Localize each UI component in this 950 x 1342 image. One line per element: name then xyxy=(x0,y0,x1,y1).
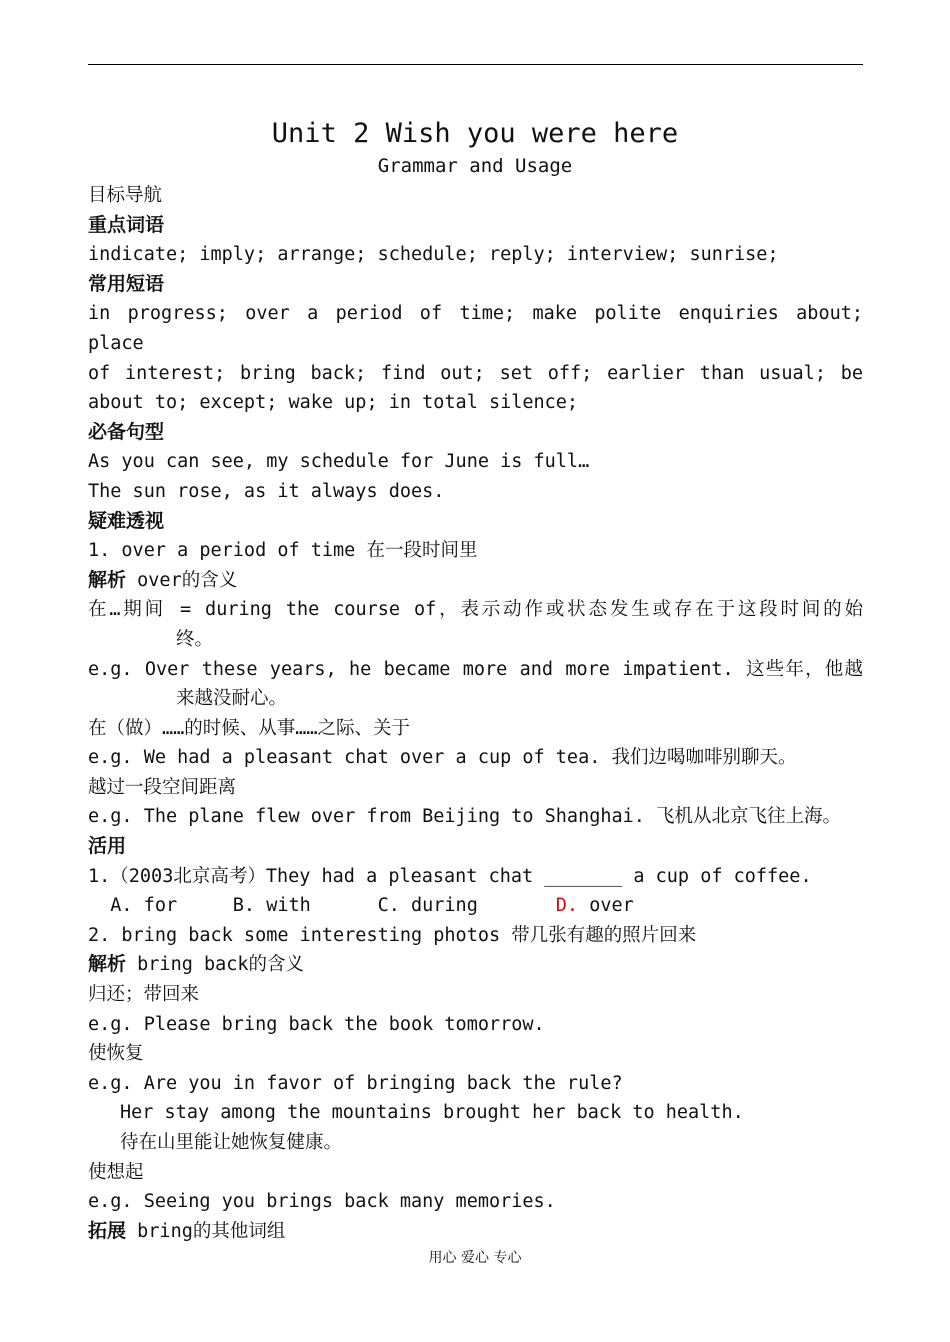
example-health-translation: 待在山里能让她恢复健康。 xyxy=(120,1132,343,1153)
meaning-during: 在…期间 = during the course of，表示动作或状态发生或存在于这段时间的始 xyxy=(88,599,863,621)
item-2-title: 2. bring back some interesting photos 带几张有趣的照片回来 xyxy=(88,924,697,946)
answer-marker: D. xyxy=(555,895,579,917)
phrases-line-2: of interest; bring back; find out; set off; earlier than usual; be xyxy=(88,362,863,384)
section-goal: 目标导航 xyxy=(88,185,163,206)
meaning-return: 归还；带回来 xyxy=(88,984,200,1006)
page-footer: 用心 爱心 专心 xyxy=(428,1250,522,1266)
extension-bring: 拓展 bring的其他词组 xyxy=(88,1219,286,1242)
practice-question: 1.（2003北京高考）They had a pleasant chat _______ a cup of coffee. xyxy=(88,865,812,887)
sentence-2: The sun rose, as it always does. xyxy=(88,480,445,502)
meaning-remind: 使想起 xyxy=(88,1161,144,1183)
analysis-bring-back: 解析 bring back的含义 xyxy=(88,953,305,976)
practice-options: A. for B. with C. during D. over xyxy=(88,895,634,917)
analysis-label: 解析 xyxy=(88,953,127,976)
meaning-during-cont: 终。 xyxy=(176,628,214,650)
heading-sentences: 必备句型 xyxy=(88,420,165,443)
phrases-line-3: about to; except; wake up; in total silence; xyxy=(88,392,579,414)
phrases-line-1: in progress; over a period of time; make polite enquiries about; place xyxy=(88,303,863,354)
extension-label: 拓展 xyxy=(88,1219,127,1242)
example-health: Her stay among the mountains brought her back to health. xyxy=(120,1102,744,1124)
item-1-title: 1. over a period of time 在一段时间里 xyxy=(88,540,478,562)
meaning-restore: 使恢复 xyxy=(88,1043,144,1065)
sentence-1: As you can see, my schedule for June is full… xyxy=(88,451,590,473)
example-over-years-cont: 来越没耐心。 xyxy=(176,688,288,710)
meaning-across: 越过一段空间距离 xyxy=(88,776,237,798)
analysis-label: 解析 xyxy=(88,568,127,591)
document-body xyxy=(88,181,863,1246)
heading-difficulties: 疑难透视 xyxy=(88,509,165,532)
key-words-list: indicate; imply; arrange; schedule; reply; interview; sunrise; xyxy=(88,244,779,266)
heading-phrases: 常用短语 xyxy=(88,272,165,295)
header-rule xyxy=(88,64,863,65)
page-subtitle: Grammar and Usage xyxy=(377,155,573,177)
example-tea: e.g. We had a pleasant chat over a cup of tea. 我们边喝咖啡别聊天。 xyxy=(88,747,797,769)
meaning-while: 在（做）……的时候、从事……之际、关于 xyxy=(88,717,411,739)
heading-key-words: 重点词语 xyxy=(88,213,165,236)
example-book: e.g. Please bring back the book tomorrow. xyxy=(88,1013,545,1035)
analysis-over: 解析 over的含义 xyxy=(88,568,238,591)
example-memories: e.g. Seeing you brings back many memories. xyxy=(88,1191,556,1213)
example-plane: e.g. The plane flew over from Beijing to Shanghai. 飞机从北京飞往上海。 xyxy=(88,806,842,828)
heading-practice: 活用 xyxy=(88,835,127,858)
example-over-years: e.g. Over these years, he became more and more impatient. 这些年，他越 xyxy=(88,658,863,680)
example-rule: e.g. Are you in favor of bringing back the rule? xyxy=(88,1072,623,1094)
page-title: Unit 2 Wish you were here xyxy=(271,118,679,149)
